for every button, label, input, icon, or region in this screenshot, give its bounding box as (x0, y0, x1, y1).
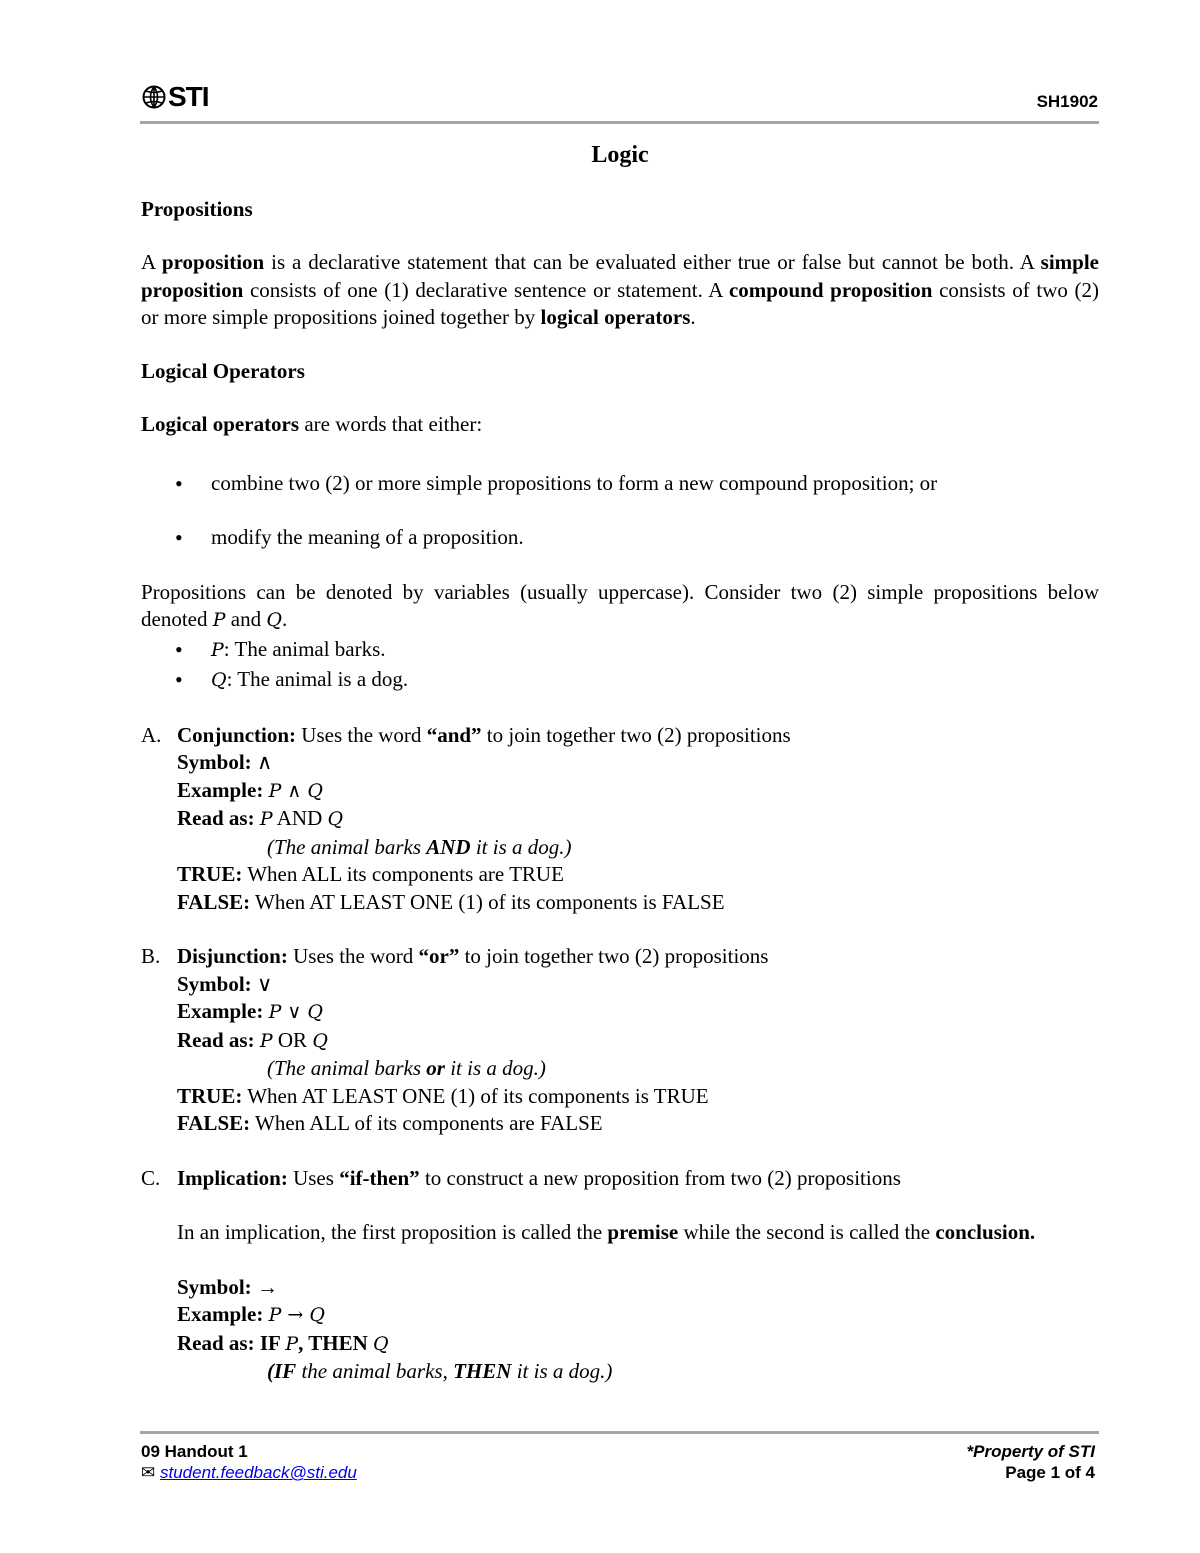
page-number: Page 1 of 4 (1005, 1463, 1095, 1482)
section-implication: C. Implication: Uses “if-then” to construct a new proposition from two (2) propositions In an implication, the first proposition is called the premise while the second is called the conclusion. Symbol: → Example: P → Q Read as: IF P, THEN Q (IF the animal barks, THEN it is a dog.) (141, 1165, 1099, 1386)
heading-propositions: Propositions (141, 196, 253, 221)
heading-logical-operators: Logical Operators (141, 358, 305, 383)
section-conjunction: A. Conjunction: Uses the word “and” to join together two (2) propositions Symbol: ∧ Example: P ∧ Q Read as: P AND Q (The animal barks AND it is a dog.) TRUE: When ALL its components are TRUE FALSE: When AT LEAST ONE (1) of its components is FALSE (141, 722, 791, 914)
document-code: SH1902 (1036, 92, 1098, 111)
page-title: Logic (591, 142, 649, 168)
propositions-paragraph: A proposition is a declarative statement that can be evaluated either true or false but cannot be both. A simple proposition consists of one (1) declarative sentence or statement. A compound proposition consists of two (2) or more simple propositions joined together by logical operators. (141, 250, 1099, 329)
handout-label: 09 Handout 1 (141, 1442, 248, 1461)
list-item: • combine two (2) or more simple propositions to form a new compound proposition; or (141, 470, 1099, 498)
logical-operators-intro: Logical operators are words that either: (141, 412, 483, 436)
denote-paragraph: Propositions can be denoted by variables (usually uppercase). Consider two (2) simple propositions below denoted P and Q. (141, 579, 1099, 631)
property-label: *Property of STI (966, 1442, 1095, 1461)
feedback-email-link[interactable]: student.feedback@sti.edu (159, 1463, 357, 1482)
list-item: • modify the meaning of a proposition. (141, 524, 1099, 552)
example-propositions-list (141, 635, 1099, 695)
sti-logo (142, 80, 209, 114)
globe-icon (142, 85, 166, 109)
list-item: • P: The animal barks. (141, 635, 1099, 665)
document-body (141, 142, 1099, 1386)
operator-bullet-list (141, 470, 1099, 552)
header-rule (140, 121, 1099, 124)
section-disjunction: B. Disjunction: Uses the word “or” to join together two (2) propositions Symbol: ∨ Example: P ∨ Q Read as: P OR Q (The animal barks or it is a dog.) TRUE: When AT LEAST ONE (1) of its components is TRUE FALSE: When ALL of its components are FALSE (141, 944, 769, 1135)
list-item: • Q: The animal is a dog. (141, 665, 1099, 695)
logo-text: STI (168, 81, 209, 112)
footer-rule (140, 1431, 1099, 1434)
implication-paragraph: In an implication, the first proposition is called the premise while the second is called the conclusion. (177, 1220, 1036, 1244)
envelope-icon: ✉ (141, 1463, 156, 1482)
